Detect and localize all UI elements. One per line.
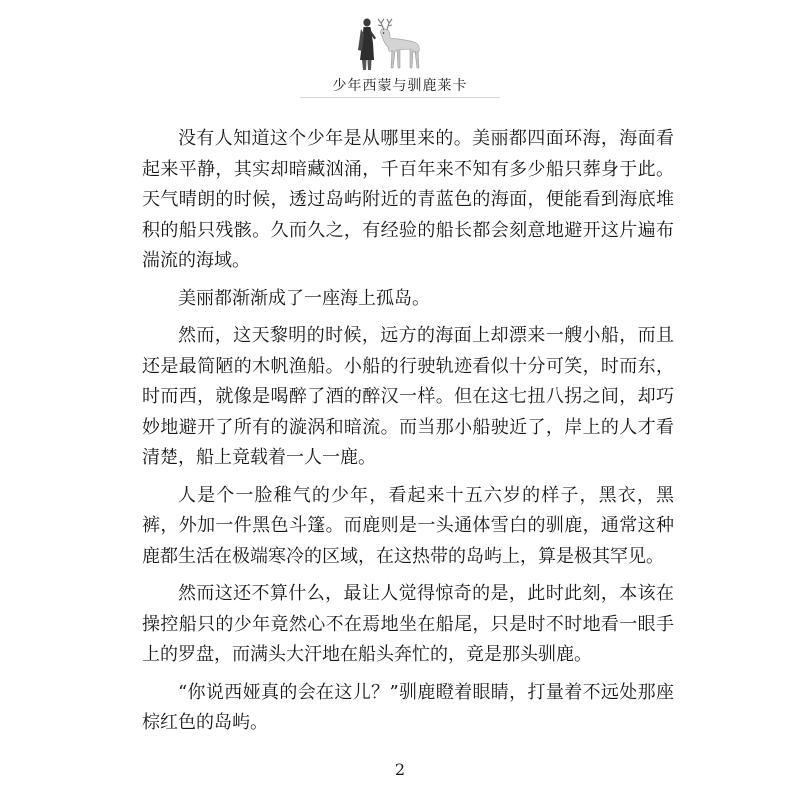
paragraph: 人是个一脸稚气的少年，看起来十五六岁的样子，黑衣，黑裤，外加一件黑色斗篷。而鹿则是一头通体雪白的驯鹿，通常这种鹿都生活在极端寒冷的区域，在这热带的岛屿上，算是极其罕见。 bbox=[142, 484, 674, 567]
boy-and-reindeer-illustration bbox=[352, 16, 452, 72]
chapter-body bbox=[142, 124, 674, 746]
paragraph: 美丽都渐渐成了一座海上孤岛。 bbox=[178, 287, 430, 309]
boy-figure bbox=[358, 19, 376, 71]
paragraph: 然而这还不算什么，最让人觉得惊奇的是，此时此刻，本该在操控船只的少年竟然心不在焉地坐在船尾，只是时不时地看一眼手上的罗盘，而满头大汗地在船头奔忙的，竟是那头驯鹿。 bbox=[142, 583, 674, 665]
page-number: 2 bbox=[394, 760, 406, 779]
running-header-title: 少年西蒙与驯鹿莱卡 bbox=[332, 78, 468, 94]
header-divider bbox=[300, 97, 500, 98]
paragraph: 没有人知道这个少年是从哪里来的。美丽都四面环海，海面看起来平静，其实却暗藏汹涌，千百年来不知有多少船只葬身于此。天气晴朗的时候，透过岛屿附近的青蓝色的海面，便能看到海底堆积的船只残骸。久而久之，有经验的船长都会刻意地避开这片遍布湍流的海域。 bbox=[142, 128, 674, 271]
reindeer-figure bbox=[378, 19, 419, 68]
paragraph: “你说西娅真的会在这儿？”驯鹿瞪着眼睛，打量着不远处那座棕红色的岛屿。 bbox=[142, 681, 674, 733]
page-header bbox=[0, 0, 800, 100]
paragraph: 然而，这天黎明的时候，远方的海面上却漂来一艘小船，而且还是最简陋的木帆渔船。小船的行驶轨迹看似十分可笑，时而东，时而西，就像是喝醉了酒的醉汉一样。但在这七扭八拐之间，却巧妙地避开了所有的漩涡和暗流。而当那小船驶近了，岸上的人才看清楚，船上竟载着一人一鹿。 bbox=[142, 325, 674, 468]
